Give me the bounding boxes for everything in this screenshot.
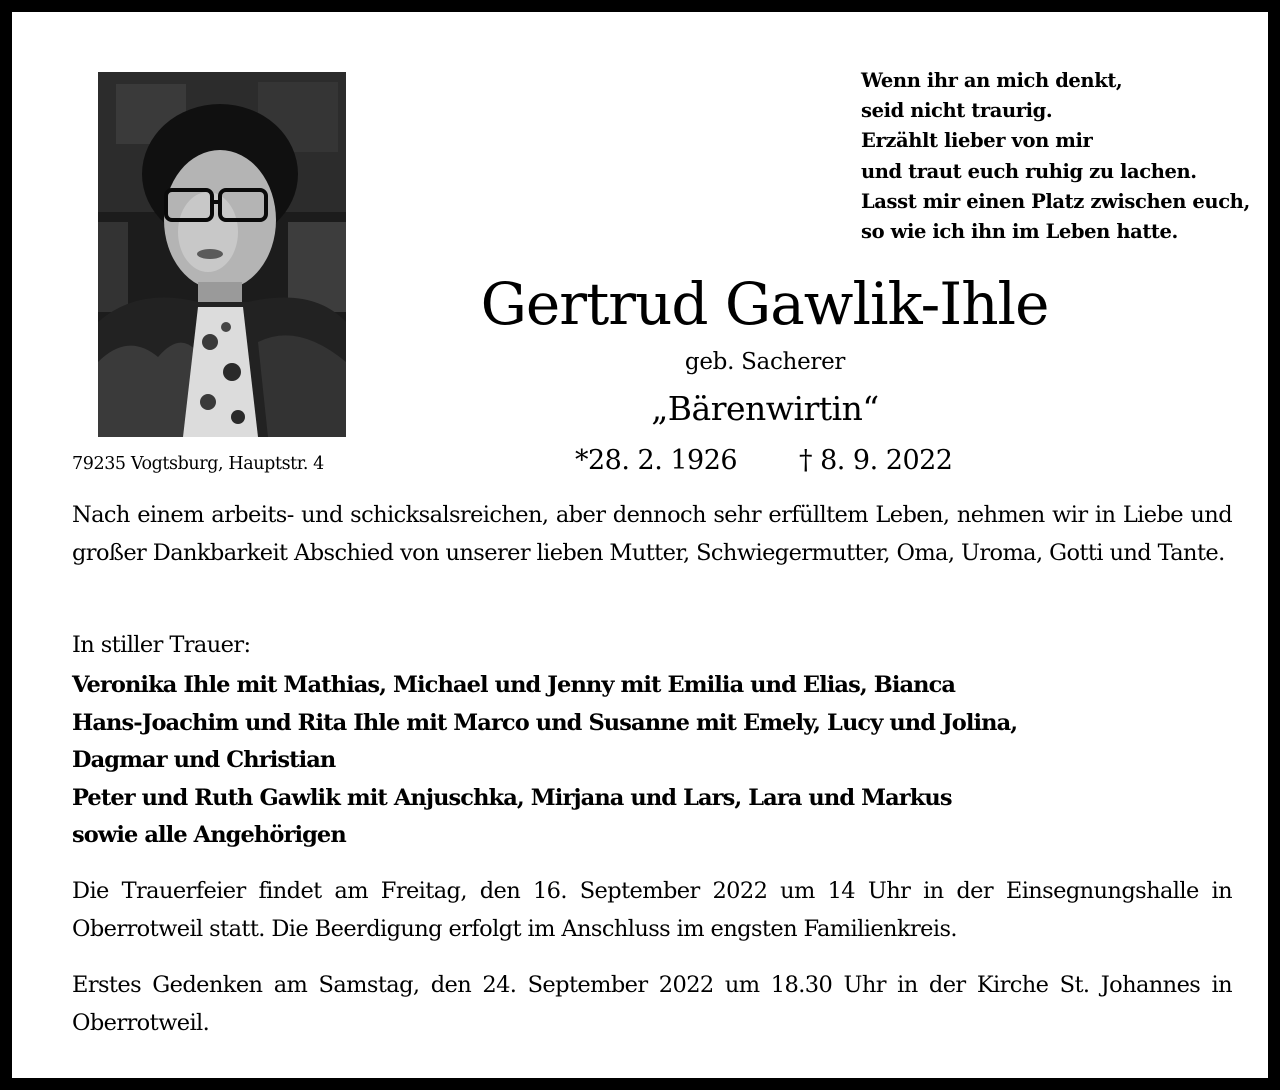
nickname: „Bärenwirtin“ [651, 389, 879, 428]
mourner-line: sowie alle Angehörigen [72, 822, 346, 848]
remembrance-info: Erstes Gedenken am Samstag, den 24. September 2022 um 18.30 Uhr in der Kirche St. Johannes in Oberrotweil. [72, 972, 1232, 1036]
maiden-name: geb. Sacherer [684, 349, 846, 375]
poem-line: und traut euch ruhig zu lachen. [861, 159, 1197, 183]
poem-line: Lasst mir einen Platz zwischen euch, [861, 189, 1250, 213]
mourner-line: Peter und Ruth Gawlik mit Anjuschka, Mirjana und Lars, Lara und Markus [72, 784, 952, 811]
mourners-list [72, 667, 1232, 855]
mourning-label: In stiller Trauer: [72, 632, 251, 658]
intro-text: Nach einem arbeits- und schicksalsreichen, aber dennoch sehr erfülltem Leben, nehmen wir in Liebe und großer Dankbarkeit Abschied von unserer lieben Mutter, Schwiegermutter, Oma, Uroma, Gotti und Tante. [72, 502, 1232, 566]
poem-line: so wie ich ihn im Leben hatte. [861, 220, 1178, 244]
address: 79235 Vogtsburg, Hauptstr. 4 [72, 454, 324, 474]
mourner-line: Dagmar und Christian [72, 747, 336, 773]
death-date: † 8. 9. 2022 [799, 445, 953, 476]
poem-line: seid nicht traurig. [861, 99, 1053, 123]
birth-date: *28. 2. 1926 [575, 445, 738, 476]
mourner-line: Veronika Ihle mit Mathias, Michael und Jenny mit Emilia und Elias, Bianca [72, 672, 956, 698]
portrait-photo [98, 72, 346, 437]
mourner-line: Hans-Joachim und Rita Ihle mit Marco und Susanne mit Emely, Lucy und Jolina, [72, 709, 1018, 736]
poem [861, 66, 1261, 247]
poem-line: Wenn ihr an mich denkt, [861, 69, 1123, 92]
poem-line: Erzählt lieber von mir [861, 129, 1093, 153]
deceased-name: Gertrud Gawlik-Ihle [480, 270, 1049, 338]
portrait-photo-icon [98, 72, 346, 437]
funeral-info: Die Trauerfeier findet am Freitag, den 16. September 2022 um 14 Uhr in der Einsegnungshalle in Oberrotweil statt. Die Beerdigung erfolgt im Anschluss im engsten Familienkreis. [72, 878, 1232, 942]
